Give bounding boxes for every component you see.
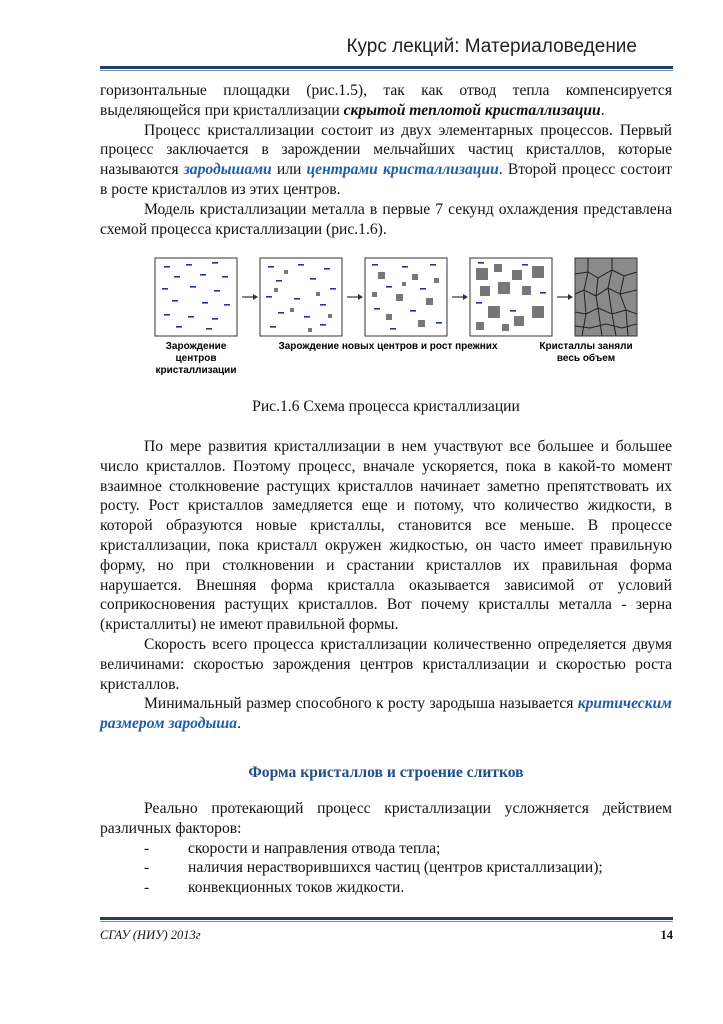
term-latent-heat: скрытой теплотой кристаллизации [343,101,601,119]
paragraph-process: Процесс кристаллизации состоит из двух элементарных процессов. Первый процесс заключается в зарождении мельчайших частиц кристаллов, которые называются зародышами или центрами кристаллизации. Второй процесс состоит в росте кристаллов из этих центров. [100,121,672,198]
paragraph-speed: Скорость всего процесса кристаллизации количественно определяется двумя величинами: скоростью зарождения центров кристаллизации и скоростью роста кристаллов. [100,635,672,693]
crystallization-figure [150,252,640,382]
list-item: - конвекционных токов жидкости. [144,879,405,897]
text-block-middle [100,437,672,734]
paragraph-critical-size: Минимальный размер способного к росту зародыша называется критическим размером зародыша. [100,695,672,733]
paragraph-development: По мере развития кристаллизации в нем участвуют все большее и большее число кристаллов. Поэтому процесс, вначале ускоряется, пока в какой-то момент взаимное столкновение растущих кристаллов начинает заметно препятствовать их росту. Рост кристаллов замедляется еще и потому, что количество жидкости, в которой образуются новые кристаллы, становится все меньше. В процессе кристаллизации, пока кристалл окружен жидкостью, он часто имеет правильную форму, но при столкновении и срастании кристаллов их правильная форма нарушается. Внешняя форма кристалла оказывается зависимой от условий соприкосновения растущих кристаллов. Вот почему кристаллы металла - зерна (кристаллиты) не имеют правильной формы. [100,438,672,634]
label-growth: Зарождение новых центров и рост прежних [278,341,498,352]
text-block-bottom [100,799,672,898]
footer-institution: СГАУ (НИУ) 2013г [100,928,201,942]
stage-3-panel [365,258,447,336]
paragraph-intro: горизонтальные площадки (рис.1.5), так как отвод тепла компенсируется выделяющейся при кристаллизации скрытой теплотой кристаллизации. [100,82,672,119]
term-nuclei: зародышами [183,161,272,179]
label-nucleation-3: кристаллизации [155,365,237,376]
label-full-2: весь объем [556,353,616,364]
term-centers: центрами кристаллизации [306,161,499,179]
page-header-title: Курс лекций: Материаловедение [346,36,637,57]
term-critical-size: критическим размером зародыша [100,695,672,733]
list-item: - скорости и направления отвода тепла; [144,839,441,857]
footer-rule-thin [100,921,673,922]
paragraph-factors: Реально протекающий процесс кристаллизации усложняется действием различных факторов: [100,800,672,837]
text-block-top [100,81,672,239]
paragraph-model: Модель кристаллизации металла в первые 7 секунд охлаждения представлена схемой процесса кристаллизации (рис.1.6). [100,200,672,238]
page-number: 14 [660,928,673,942]
label-full-1: Кристаллы заняли [539,341,633,352]
stage-2-panel [260,258,342,336]
label-nucleation-1: Зарождение [165,341,227,352]
figure-caption: Рис.1.6 Схема процесса кристаллизации [252,398,520,415]
header-rule [100,66,673,69]
header-rule-thin [100,70,673,71]
label-nucleation-2: центров [175,353,217,364]
list-item: - наличия нерастворившихся частиц (центров кристаллизации); [144,859,603,877]
footer-rule [100,917,673,920]
stage-1-panel [155,258,237,336]
section-title: Форма кристаллов и строение слитков [248,764,524,781]
